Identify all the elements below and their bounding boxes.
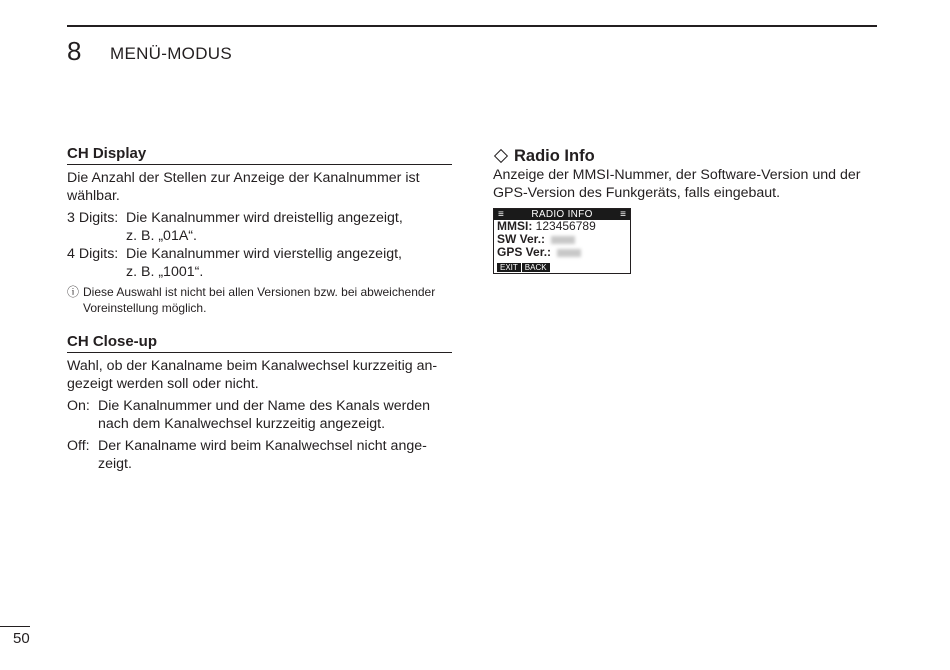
section-ch-display [67,145,452,316]
section-title: Radio Info [514,147,595,165]
chapter-title: MENÜ-MODUS [110,44,232,63]
option-example: z. B. „1001“. [126,264,204,280]
radio-info-screen [493,208,631,274]
option-on [67,397,452,433]
note-text: Diese Auswahl ist nicht bei allen Versionen bzw. bei abweichender Voreinstellung möglich. [83,285,436,315]
option-text: Der Kanalname wird beim Kanalwechsel nicht angezeigt. [98,438,427,472]
menu-icon: ≡ [498,209,504,220]
option-key: 4 Digits: [67,246,119,262]
option-text: Die Kanalnummer wird dreistellig angezeigt, [126,210,403,226]
option-key: Off: [67,438,90,454]
option-key: 3 Digits: [67,210,119,226]
mmsi-label: MMSI: [497,219,533,233]
sw-label: SW Ver.: [497,232,546,246]
section-radio-info [493,146,883,274]
blurred-value [557,249,581,257]
option-key: On: [67,398,90,414]
section-intro: Wahl, ob der Kanalname beim Kanalwechsel kurzzeitig angezeigt werden soll oder nicht. [67,358,438,392]
section-ch-closeup [67,333,452,473]
page-number: 50 [13,630,30,647]
page-number-rule [0,626,30,627]
option-text: Die Kanalnummer und der Name des Kanals werden nach dem Kanalwechsel kurzzeitig angezeigt. [98,398,431,432]
blurred-value [551,236,575,244]
section-title: CH Display [67,145,452,165]
section-title: CH Close-up [67,333,452,353]
info-icon: ⓘ [67,285,80,299]
option-example: z. B. „01A“. [126,228,197,244]
option-text: Die Kanalnummer wird vierstellig angezeigt, [126,246,402,262]
gps-label: GPS Ver.: [497,245,552,259]
option-4-digits [67,245,452,281]
chapter-number: 8 [67,36,82,66]
option-3-digits [67,209,452,245]
menu-icon: ≡ [620,209,626,220]
option-off [67,437,452,473]
section-intro: Die Anzahl der Stellen zur Anzeige der Kanalnummer ist wählbar. [67,170,420,204]
back-softkey: BACK [522,263,550,272]
mmsi-value: 123456789 [535,219,596,233]
screen-softkeys [497,263,550,272]
screen-title: RADIO INFO [531,209,593,220]
info-note [67,284,452,316]
section-title-row [493,146,883,166]
top-rule [67,25,877,27]
exit-softkey: EXIT [497,263,521,272]
diamond-icon [494,149,508,163]
gps-version-line [494,246,630,259]
section-text: Anzeige der MMSI-Nummer, der Software-Version und der GPS-Version des Funkgeräts, falls eingebaut. [493,167,861,201]
